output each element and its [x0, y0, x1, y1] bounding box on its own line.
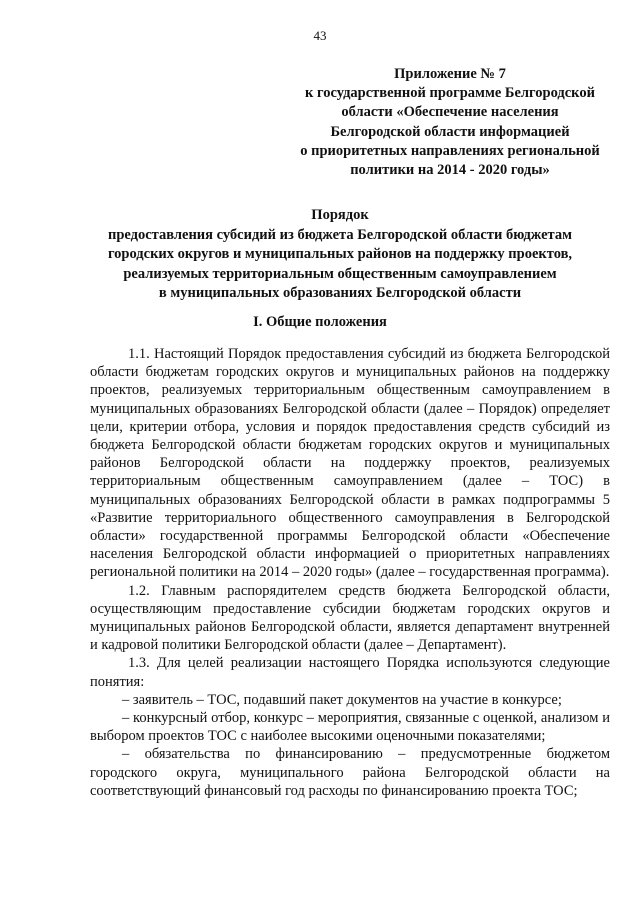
title-heading: Порядок [311, 207, 369, 223]
appendix-line: о приоритетных направлениях региональной [300, 142, 600, 159]
paragraph: 1.2. Главным распорядителем средств бюджета Белгородской области, осуществляющим предоставление субсидии бюджетам городских округов и муниципальных районов Белгородской области, является департамент внутренней и кадровой политики Белгородской области (далее – Департамент). [90, 582, 610, 654]
appendix-line: к государственной программе Белгородской [305, 85, 595, 102]
title-line: предоставления субсидий из бюджета Белгородской области бюджетам [108, 226, 572, 243]
list-item: – конкурсный отбор, конкурс – мероприятия, связанные с оценкой, анализом и выбором проектов ТОС с наиболее высокими оценочными показателями; [90, 710, 610, 745]
list-item: – обязательства по финансированию – предусмотренные бюджетом городского округа, муниципального района Белгородской области на соответствующий финансовый год расходы по финансированию проекта ТОС; [90, 746, 610, 799]
title-line: в муниципальных образованиях Белгородской области [158, 285, 522, 301]
appendix-line: политики на 2014 - 2020 годы» [350, 162, 550, 179]
appendix-line: Белгородской области информацией [330, 123, 570, 140]
title-line: реализуемых территориальным общественным самоуправлением [123, 265, 557, 282]
title-line: городских округов и муниципальных районов на поддержку проектов, [107, 246, 573, 262]
page-number: 43 [313, 28, 327, 43]
paragraph: 1.1. Настоящий Порядок предоставления субсидий из бюджета Белгородской области бюджетам городских округов и муниципальных районов на поддержку проектов, реализуемых территориальным общественным самоуправлением в муниципальных образованиях Белгородской области (далее – Порядок) определяет цели, критерии отбора, условия и порядок предоставления средств субсидий из бюджета Белгородской области бюджетам городских округов и муниципальных районов Белгородской области на поддержку проектов, реализуемых территориальным общественным самоуправлением (далее – ТОС) в муниципальных образованиях Белгородской области в рамках подпрограммы 5 «Развитие территориального общественного самоуправления в Белгородской области» государственной программы Белгородской области «Обеспечение населения Белгородской области информацией о приоритетных направлениях региональной политики на 2014 – 2020 годы» (далее – государственная программа). [90, 346, 610, 581]
section-heading: I. Общие положения [253, 314, 387, 330]
appendix-header [282, 65, 618, 180]
document-body [90, 345, 610, 800]
appendix-line: Приложение № 7 [394, 66, 506, 82]
list-item: – заявитель – ТОС, подавший пакет документов на участие в конкурсе; [122, 691, 562, 708]
paragraph: 1.3. Для целей реализации настоящего Порядка используются следующие понятия: [90, 655, 610, 690]
document-title [60, 206, 620, 304]
appendix-line: области «Обеспечение населения [341, 104, 559, 121]
